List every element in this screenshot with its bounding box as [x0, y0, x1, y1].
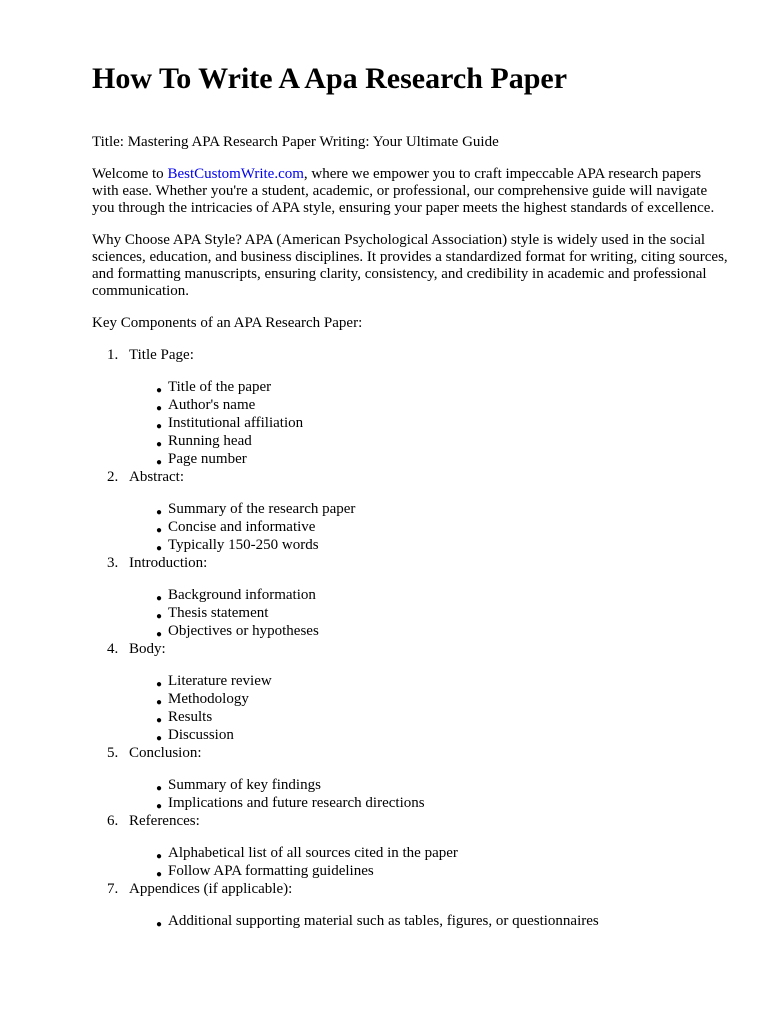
list-item [156, 727, 728, 745]
list-item-text: Running head [168, 433, 252, 449]
section-heading [92, 347, 728, 364]
bullet-icon: ● [156, 869, 163, 880]
list-item [156, 519, 728, 537]
components-list [92, 347, 728, 931]
subtitle: Title: Mastering APA Research Paper Writing: Your Ultimate Guide [92, 134, 499, 150]
section-label: Appendices (if applicable): [129, 881, 293, 897]
list-item [156, 587, 728, 605]
section-label: Introduction: [129, 555, 208, 571]
bullet-icon: ● [156, 629, 163, 640]
list-item [156, 845, 728, 863]
bullet-icon: ● [156, 715, 163, 726]
list-item [156, 691, 728, 709]
list-item-text: Typically 150-250 words [168, 537, 319, 553]
bullet-icon: ● [156, 403, 163, 414]
list-item-text: Thesis statement [168, 605, 269, 621]
section-label: Conclusion: [129, 745, 202, 761]
bullet-icon: ● [156, 439, 163, 450]
list-item [156, 863, 728, 881]
section-item [92, 745, 728, 813]
section-item [92, 555, 728, 641]
sub-list [92, 501, 728, 555]
section-label: References: [129, 813, 200, 829]
bullet-icon: ● [156, 385, 163, 396]
section-label: Title Page: [129, 347, 194, 363]
list-item-text: Background information [168, 587, 316, 603]
sub-list [92, 587, 728, 641]
list-item-text: Follow APA formatting guidelines [168, 863, 374, 879]
bestcustomwrite-link[interactable]: BestCustomWrite.com [167, 166, 304, 182]
list-item [156, 433, 728, 451]
bullet-icon: ● [156, 457, 163, 468]
list-item [156, 397, 728, 415]
section-item [92, 347, 728, 469]
list-item-text: Implications and future research directions [168, 795, 425, 811]
list-item-text: Discussion [168, 727, 234, 743]
section-label: Abstract: [129, 469, 184, 485]
bullet-icon: ● [156, 733, 163, 744]
section-heading [92, 555, 728, 572]
bullet-icon: ● [156, 801, 163, 812]
list-item [156, 913, 728, 931]
section-item [92, 813, 728, 881]
bullet-icon: ● [156, 783, 163, 794]
list-item [156, 379, 728, 397]
bullet-icon: ● [156, 919, 163, 930]
section-item [92, 469, 728, 555]
section-heading [92, 641, 728, 658]
sub-list [92, 845, 728, 881]
intro-after-link: , where we empower you to craft impeccable APA research papers with ease. Whether you're a student, academic, or professional, our comprehensive guide will navigate you through the intricacies of APA style, ensuring your paper meets the highest standards of excellence. [92, 166, 715, 216]
section-number: 4. [107, 641, 119, 657]
section-label: Body: [129, 641, 166, 657]
bullet-icon: ● [156, 525, 163, 536]
bullet-icon: ● [156, 679, 163, 690]
intro-paragraph [92, 166, 728, 217]
list-item [156, 415, 728, 433]
list-item-text: Results [168, 709, 213, 725]
section-number: 6. [107, 813, 119, 829]
section-number: 5. [107, 745, 119, 761]
section-heading [92, 813, 728, 830]
section-heading [92, 745, 728, 762]
list-item [156, 605, 728, 623]
list-item-text: Concise and informative [168, 519, 316, 535]
list-item-text: Institutional affiliation [168, 415, 304, 431]
bullet-icon: ● [156, 697, 163, 708]
section-number: 3. [107, 555, 119, 571]
bullet-icon: ● [156, 421, 163, 432]
list-item [156, 537, 728, 555]
bullet-icon: ● [156, 611, 163, 622]
list-item-text: Alphabetical list of all sources cited in the paper [168, 845, 458, 861]
section-number: 1. [107, 347, 119, 363]
section-heading [92, 469, 728, 486]
list-item [156, 795, 728, 813]
section-number: 7. [107, 881, 119, 897]
list-item [156, 623, 728, 641]
list-item-text: Literature review [168, 673, 272, 689]
section-number: 2. [107, 469, 119, 485]
list-item-text: Objectives or hypotheses [168, 623, 319, 639]
list-item-text: Additional supporting material such as tables, figures, or questionnaires [168, 913, 599, 929]
why-apa-paragraph: Why Choose APA Style? APA (American Psychological Association) style is widely used in the social sciences, education, and business disciplines. It provides a standardized format for writing, citing sources, and formatting manuscripts, ensuring clarity, consistency, and credibility in academic and professional communication. [92, 232, 728, 299]
list-item-text: Summary of the research paper [168, 501, 356, 517]
section-item [92, 641, 728, 745]
list-item-text: Summary of key findings [168, 777, 321, 793]
bullet-icon: ● [156, 543, 163, 554]
list-item-text: Page number [168, 451, 247, 467]
bullet-icon: ● [156, 851, 163, 862]
list-item [156, 777, 728, 795]
sub-list [92, 913, 728, 931]
section-heading [92, 881, 728, 898]
bullet-icon: ● [156, 507, 163, 518]
intro-before-link: Welcome to [92, 166, 168, 182]
components-heading: Key Components of an APA Research Paper: [92, 315, 363, 331]
page-title: How To Write A Apa Research Paper [92, 62, 568, 95]
sub-list [92, 673, 728, 745]
section-item [92, 881, 728, 931]
list-item-text: Author's name [168, 397, 256, 413]
sub-list [92, 379, 728, 469]
sub-list [92, 777, 728, 813]
list-item [156, 501, 728, 519]
list-item [156, 673, 728, 691]
bullet-icon: ● [156, 593, 163, 604]
list-item-text: Title of the paper [168, 379, 272, 395]
list-item [156, 451, 728, 469]
list-item-text: Methodology [168, 691, 249, 707]
list-item [156, 709, 728, 727]
